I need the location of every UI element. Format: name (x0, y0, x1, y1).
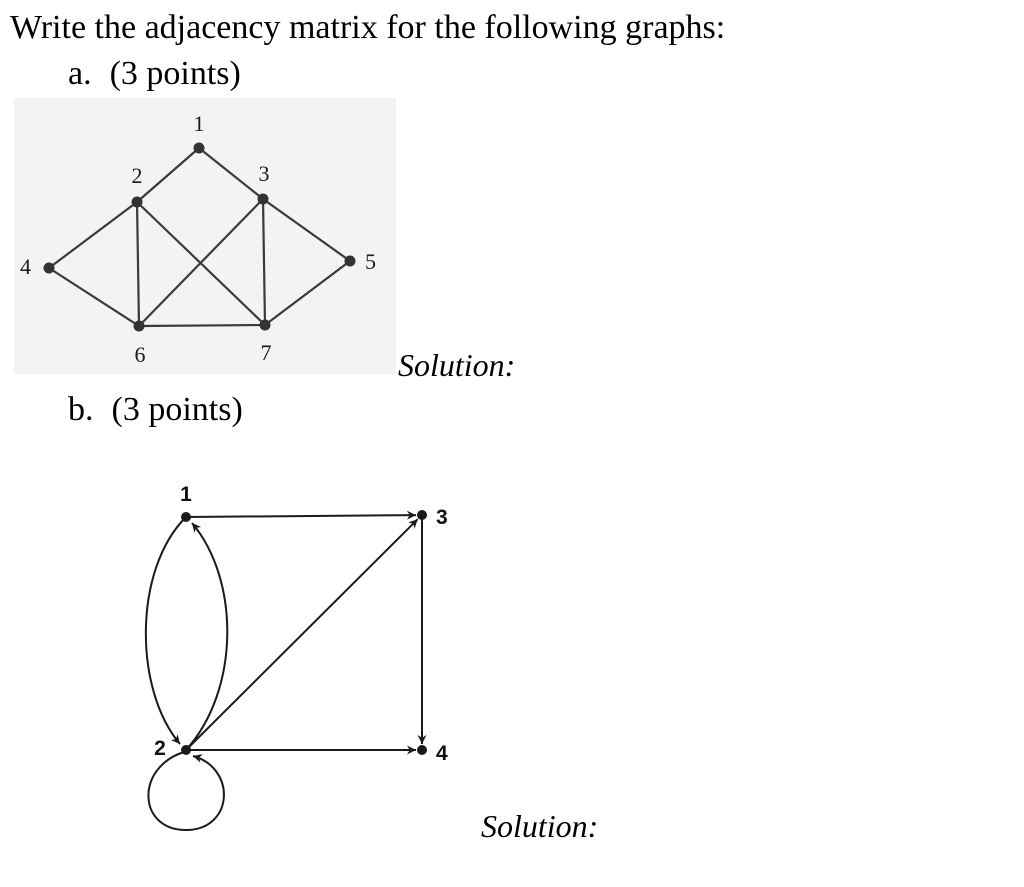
graph-b-node-label-3: 3 (436, 506, 448, 529)
part-a-letter: a. (68, 55, 92, 92)
graph-b-node-4 (417, 745, 427, 755)
graph-b-node-1 (181, 512, 191, 522)
graph-a-edge-2-4 (49, 202, 137, 268)
graph-a-node-4 (44, 263, 55, 274)
graph-a-edge-2-6 (137, 202, 139, 326)
graph-a-node-1 (194, 143, 205, 154)
part-a-points: (3 points) (109, 55, 241, 92)
graph-a-node-label-7: 7 (260, 340, 272, 365)
graph-a-node-6 (134, 321, 145, 332)
graph-a-node-label-3: 3 (258, 161, 270, 186)
graph-a-edge-3-6 (139, 199, 263, 326)
graph-a-node-label-1: 1 (193, 111, 205, 136)
graph-b (146, 483, 448, 830)
graph-a (20, 111, 376, 367)
graph-a-edge-3-5 (263, 199, 350, 261)
question-heading: Write the adjacency matrix for the following graphs: (10, 9, 726, 46)
graph-b-edge-2-3 (186, 519, 418, 750)
graph-b-node-label-4: 4 (436, 742, 448, 765)
part-b-solution-label: Solution: (481, 808, 599, 844)
graph-a-node-label-5: 5 (365, 249, 376, 274)
part-b-letter: b. (68, 391, 94, 428)
graph-a-node-label-4: 4 (20, 254, 31, 279)
graph-a-edge-4-6 (49, 268, 139, 326)
graph-a-edge-5-7 (265, 261, 350, 325)
graph-b-edge-1-3 (186, 515, 416, 517)
graph-b-node-label-2: 2 (154, 737, 166, 760)
graph-a-node-2 (132, 197, 143, 208)
graph-a-node-3 (258, 194, 269, 205)
part-a-solution-label: Solution: (398, 347, 516, 383)
graph-a-edge-6-7 (139, 325, 265, 326)
graph-a-node-7 (260, 320, 271, 331)
graph-a-node-5 (345, 256, 356, 267)
graph-a-edge-1-3 (199, 148, 263, 199)
graph-b-edge-1-2 (146, 517, 186, 744)
graph-b-node-2 (181, 745, 191, 755)
part-b-points: (3 points) (111, 391, 243, 428)
graph-b-node-label-1: 1 (180, 483, 192, 506)
graph-a-edge-3-7 (263, 199, 265, 325)
graph-b-node-3 (417, 510, 427, 520)
graph-a-node-label-2: 2 (131, 163, 143, 188)
graph-a-edge-1-2 (137, 148, 199, 202)
graph-a-node-label-6: 6 (134, 342, 146, 367)
graph-b-edge-2-2 (148, 752, 223, 830)
